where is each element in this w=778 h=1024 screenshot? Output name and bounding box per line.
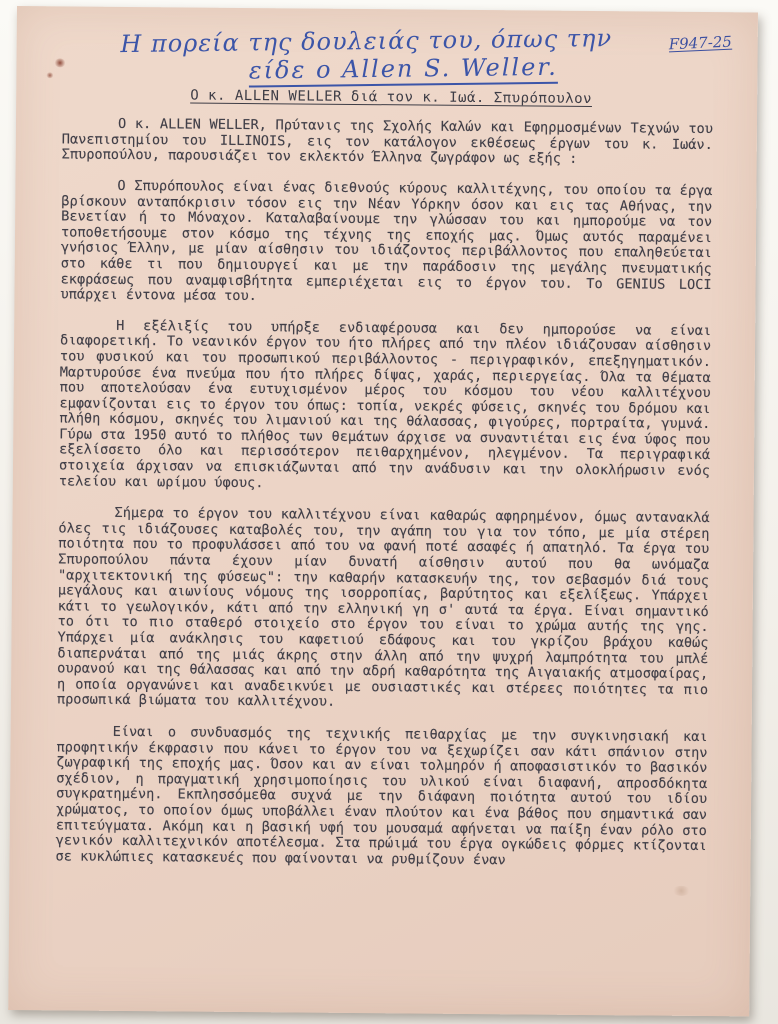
paragraph-1: Ο κ. ALLEN WELLER, Πρύτανις της Σχολής Καλών και Εφηρμοσμένων Τεχνών του Πανεπιστημίου του ILLINOIS, εις τον κατάλογον εκθέσεως έργων του κ. Ιωάν. Σπυροπούλου, παρουσιάζει τον εκλεκτόν Έλληνα ζωγράφον ως εξής : xyxy=(61,116,714,168)
handwritten-note xyxy=(120,24,714,89)
document-title: Ο κ. ALLEN WELLER διά τον κ. Ιωά. Σπυρόπουλον xyxy=(190,87,593,108)
paper-sheet xyxy=(8,6,758,1016)
catalog-number: F947-25 xyxy=(668,32,733,54)
ink-stain xyxy=(54,58,65,67)
ink-stain xyxy=(46,72,53,78)
paragraph-3: Η εξέλιξίς του υπήρξε ενδιαφέρουσα και δεν ημπορούσε να είναι διαφορετική. Το νεανικόν έργον του ήτο πλήρες από την πλέον ιδιάζουσαν αίσθησιν του φυσικού και του προσωπικού περιβάλλοντος - περιγραφικόν, επεξηγηματικόν. Μαρτυρούσε ένα πνεύμα που ήτο πλήρες δίψας, χαράς, περιεργείας. Όλα τα θέματα που αποτελούσαν ένα ευτυχισμένον μέρος του κόσμου του νέου καλλιτέχνου εμφανίζονται εις το έργον του όπως: τοπία, νεκρές φύσεις, σκηνές του δρόμου και πλήθη κόσμου, σκηνές του λιμανιού και της θάλασσας, φιγούρες, πορτραίτα, γυμνά. Γύρω στα 1950 αυτό το πλήθος των θεμάτων άρχισε να συναντιέται εις ένα ύφος που εξελίσσετο όλο και περισσότερον πειθαρχημένον, ηλεγμένον. Τα περιγραφικά στοιχεία άρχισαν να επισκιάζωνται από την ανάδυσιν και την ολοκλήρωσιν ενός τελείου και ωρίμου ύφους. xyxy=(58,317,712,491)
paper-smudge xyxy=(672,886,690,896)
document-body xyxy=(56,117,714,871)
paragraph-4: Σήμερα το έργον του καλλιτέχνου είναι καθαρώς αφηρημένον, όμως αντανακλά όλες τις ιδιάζουσες καταβολές του, την αγάπη του για τον τόπο, με μία στέρεη ποιότητα που το προφυλάσσει από του να φανή ποτέ ασαφές ή απατηλό. Τα έργα του Σπυροπούλου πάντα έχουν μίαν δυνατή αίσθησιν αυτού που θα ωνόμαζα "αρχιτεκτονική της φύσεως": την καθαρήν κατασκευήν της, τον σεβασμόν διά τους μεγάλους και αιωνίους νόμους της ισορροπίας, βαρύτητος και εξελίξεως. Υπάρχει κάτι το γεωλογικόν, κάτι από την ελληνική γη σ' αυτά τα έργα. Είναι σημαντικό το ότι το πιο σταθερό στοιχείο στο έργον του είναι το χρώμα αυτής της γης. Υπάρχει μία ανάκλησις του καφετιού εδάφους και του γκρίζου βράχου καθώς διαπερνάται από της μιάς άκρης στην άλλη από την ψυχρή λαμπρότητα του μπλέ ουρανού και της θάλασσας και από την αδρή καθαρότητα της Αιγαιακής ατμοσφαίρας, η οποία οργανώνει και αναδεικνύει με ουσιαστικές και στέρεες ποιότητες τα πιο προσωπικά βιώματα του καλλιτέχνου. xyxy=(56,505,710,711)
handwritten-line-1: Η πορεία της δουλειάς του, όπως την xyxy=(120,24,613,59)
paragraph-5: Είναι ο συνδυασμός της τεχνικής πειθαρχίας με την συγκινησιακή και προφητικήν έκφρασιν που κάνει το έργον του να ξεχωρίζει σαν κάτι σπάνιον στην ζωγραφική της εποχής μας. Όσον και αν είναι τολμηρόν ή αποφασιστικόν το βασικόν σχέδιον, η πραγματική χρησιμοποίησις του υλικού είναι διαφανή, απροσδόκητα συγκρατημένη. Εκπλησσόμεθα συχνά με την διάφανη ποιότητα αυτού του ιδίου χρώματος, το οποίον όμως υποβάλλει έναν πλούτον και ένα βάθος που σημαντικά σαν επιτεύγματα. Ακόμη και η βασική υφή του μουσαμά αφήνεται να παίξη έναν ρόλο στο γενικόν καλλιτεχνικόν αποτέλεσμα. Στα πρώιμά του έργα ογκώδεις φόρμες κτίζονται σε κυκλώπιες κατασκευές που φαίνονται να ρυθμίζουν έναν xyxy=(55,723,708,869)
handwritten-line-2: είδε ο Allen S. Weller. xyxy=(249,53,558,87)
paragraph-2: Ο Σπυρόπουλος είναι ένας διεθνούς κύρους καλλιτέχνης, του οποίου τα έργα βρίσκουν ανταπόκρισιν τόσον εις την Νέαν Υόρκην όσον και εις τας Αθήνας, την Βενετίαν ή το Μόναχον. Καταλαβαίνουμε την γλώσσαν του και ημπορούμε να τον τοποθετήσουμε στον κόσμο της τέχνης της εποχής μας. Όμως αυτός παραμένει γνήσιος Έλλην, με μίαν αίσθησιν του ιδιάζοντος περιβάλλοντος που επαληθεύεται στο κάθε τι που δημιουργεί και με την παράδοσιν της μεγάλης πνευματικής εκφράσεως που αναμφισβήτητα εμπεριέχεται εις το έργον του. Το GENIUS LOCI υπάρχει έντονα μέσα του. xyxy=(60,177,713,305)
